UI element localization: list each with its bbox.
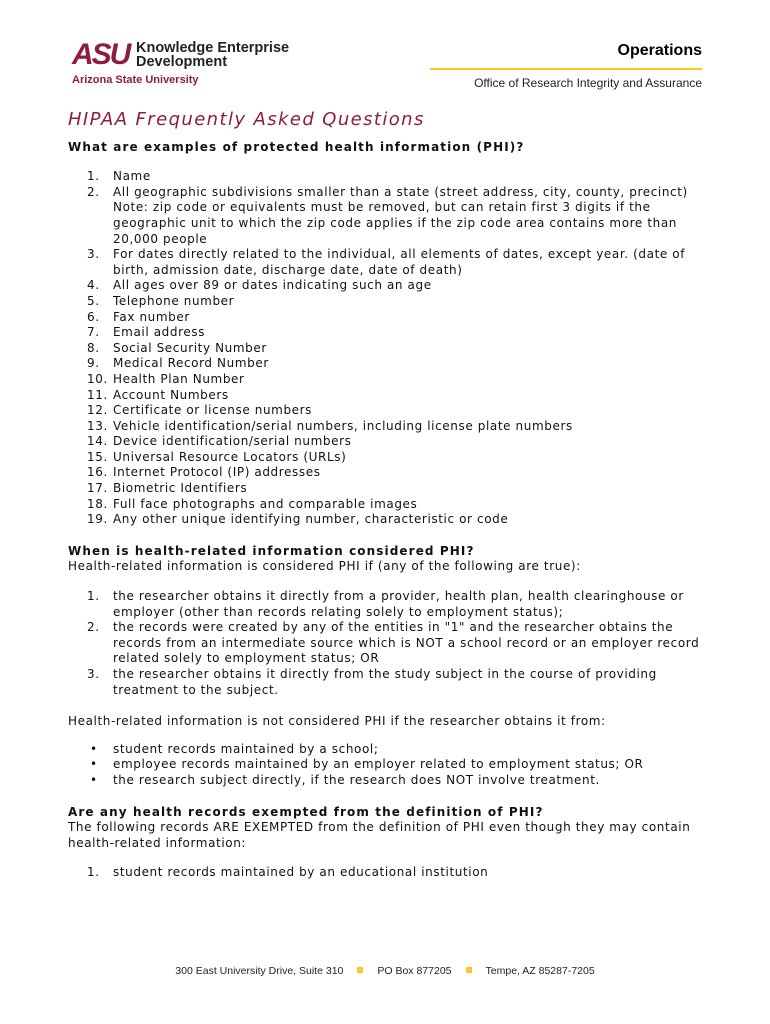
list-item — [68, 620, 708, 667]
list-item-number: 12. — [87, 403, 108, 418]
question-heading-exempted: Are any health records exempted from the definition of PHI? — [68, 804, 544, 819]
bullet-item: • employee records maintained by an employer related to employment status; OR — [68, 757, 708, 773]
list-item-text: Health Plan Number — [113, 371, 245, 386]
list-item — [68, 465, 708, 481]
list-item-text: All geographic subdivisions smaller than a state (street address, city, county, precinct) Note: zip code or equivalents must be removed, but can retain first 3 digits if the geographic unit to which the zip code applies if the zip code area contains more than 20,000 people — [113, 184, 688, 246]
list-item-text: Internet Protocol (IP) addresses — [113, 465, 321, 480]
asu-logo — [72, 40, 312, 90]
list-item — [68, 667, 708, 698]
list-item-text: Full face photographs and comparable images — [113, 496, 418, 511]
list-item — [68, 341, 708, 357]
list-item-number: 4. — [87, 278, 100, 293]
list-item-number: 17. — [87, 481, 108, 496]
list-item-text: Account Numbers — [113, 387, 229, 402]
page-title: HIPAA Frequently Asked Questions — [68, 109, 425, 130]
list-item-number: 1. — [87, 589, 100, 604]
list-item — [68, 185, 708, 247]
list-item — [68, 497, 708, 513]
list-item-text: Biometric Identifiers — [113, 481, 248, 496]
list-item-number: 2. — [87, 184, 100, 199]
list-item-text: Telephone number — [113, 293, 235, 308]
office-name: Office of Research Integrity and Assurance — [474, 76, 702, 90]
list-item-number: 6. — [87, 309, 100, 324]
footer-po-box: PO Box 877205 — [377, 965, 452, 977]
list-item-number: 5. — [87, 293, 100, 308]
list-item — [68, 450, 708, 466]
list-item-number: 16. — [87, 465, 108, 480]
document-body — [68, 109, 708, 881]
phi-examples-list — [68, 169, 708, 528]
footer-separator — [357, 967, 363, 973]
list-item — [68, 310, 708, 326]
list-item-number: 11. — [87, 387, 108, 402]
list-item-number: 19. — [87, 512, 108, 527]
list-item — [68, 169, 708, 185]
footer-address: 300 East University Drive, Suite 310 — [175, 965, 344, 977]
asu-logo-mark: ASU — [72, 38, 130, 71]
list-item-text: student records maintained by an educational institution — [113, 865, 489, 880]
list-item — [68, 403, 708, 419]
list-item-number: 3. — [87, 667, 100, 681]
exempted-list — [68, 865, 708, 881]
list-item-text: Medical Record Number — [113, 356, 269, 371]
list-item — [68, 372, 708, 388]
list-item — [68, 325, 708, 341]
list-item-text: the researcher obtains it directly from the study subject in the course of providing treatment to the subject. — [113, 667, 657, 697]
list-item — [68, 247, 708, 278]
list-item-number: 8. — [87, 340, 100, 355]
logo-unit-name — [136, 41, 289, 69]
list-item-number: 14. — [87, 434, 108, 449]
list-item-text: Name — [113, 169, 151, 184]
list-item — [68, 865, 708, 881]
question-heading-phi-examples: What are examples of protected health information (PHI)? — [68, 139, 525, 154]
department-title: Operations — [617, 42, 702, 59]
list-item-number: 3. — [87, 247, 100, 262]
list-item-number: 10. — [87, 371, 108, 386]
list-item-number: 1. — [87, 169, 100, 184]
list-item — [68, 434, 708, 450]
header-divider — [430, 68, 702, 70]
list-item-number: 7. — [87, 325, 100, 340]
list-item-number: 2. — [87, 620, 100, 635]
list-item-text: the researcher obtains it directly from a provider, health plan, health clearinghouse or employer (other than records relating solely to employment status); — [113, 589, 684, 619]
not-phi-bullets — [68, 742, 708, 789]
list-item-text: Certificate or license numbers — [113, 403, 313, 418]
list-item — [68, 481, 708, 497]
list-item-text: Social Security Number — [113, 340, 267, 355]
logo-name-line1: Knowledge Enterprise — [136, 40, 290, 56]
page-footer — [0, 965, 770, 977]
list-item — [68, 589, 708, 620]
footer-separator — [466, 967, 472, 973]
list-item-text: Fax number — [113, 309, 190, 324]
list-item-text: All ages over 89 or dates indicating such an age — [113, 278, 432, 293]
list-item-text: Device identification/serial numbers — [113, 434, 352, 449]
bullet-item: • the research subject directly, if the research does NOT involve treatment. — [68, 773, 708, 789]
question-heading-when-phi: When is health-related information considered PHI? — [68, 543, 475, 558]
list-item-text: the records were created by any of the entities in "1" and the researcher obtains the records from an intermediate source which is NOT a school record or an employer record related solely to employment status; OR — [113, 620, 700, 666]
list-item-number: 18. — [87, 496, 108, 511]
list-item-text: Any other unique identifying number, characteristic or code — [113, 512, 509, 527]
list-item-text: Email address — [113, 325, 206, 340]
not-phi-intro: Health-related information is not considered PHI if the researcher obtains it from: — [68, 714, 606, 729]
footer-city: Tempe, AZ 85287-7205 — [485, 965, 595, 977]
list-item — [68, 512, 708, 528]
logo-name-line2: Development — [136, 54, 228, 70]
list-item-number: 15. — [87, 449, 108, 464]
list-item-text: Universal Resource Locators (URLs) — [113, 449, 347, 464]
list-item-number: 1. — [87, 865, 100, 880]
list-item-number: 13. — [87, 418, 108, 433]
list-item — [68, 388, 708, 404]
bullet-item: • student records maintained by a school; — [68, 742, 708, 758]
list-item-text: Vehicle identification/serial numbers, including license plate numbers — [113, 418, 573, 433]
list-item — [68, 294, 708, 310]
list-item-text: For dates directly related to the individual, all elements of dates, except year. (date of birth, admission date, discharge date, date of death) — [113, 247, 686, 277]
list-item — [68, 356, 708, 372]
when-phi-intro: Health-related information is considered PHI if (any of the following are true): — [68, 559, 581, 574]
when-phi-list — [68, 589, 708, 698]
list-item — [68, 419, 708, 435]
list-item-number: 9. — [87, 356, 100, 371]
list-item — [68, 278, 708, 294]
exempted-intro: The following records ARE EXEMPTED from the definition of PHI even though they may contain health-related information: — [68, 820, 691, 850]
logo-university: Arizona State University — [72, 74, 199, 86]
